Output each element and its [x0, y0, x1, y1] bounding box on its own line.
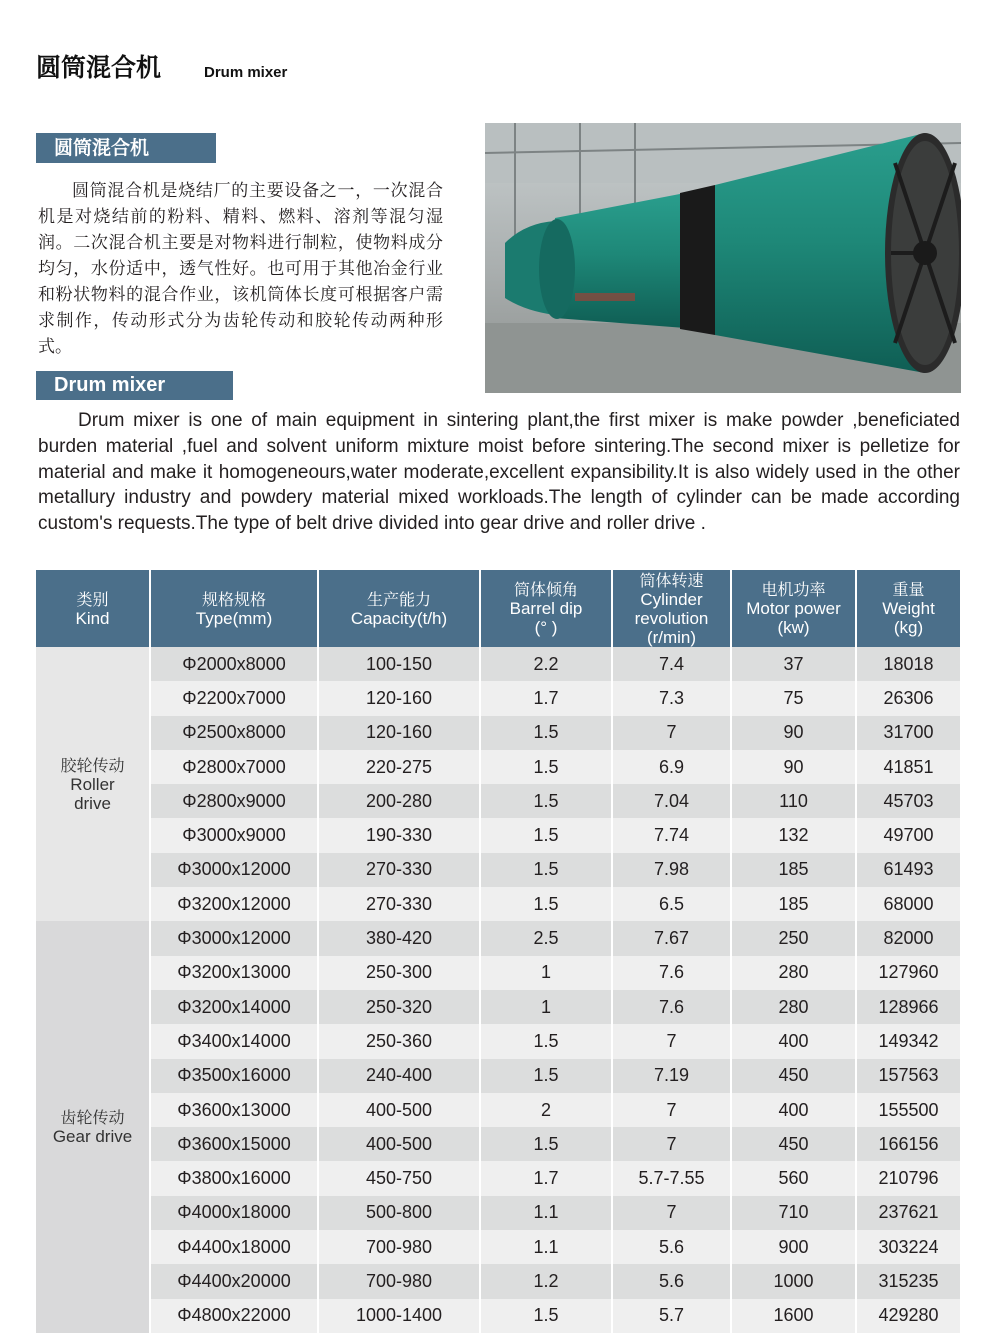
revolution-cell: 6.5 [612, 887, 731, 921]
capacity-cell: 250-300 [318, 956, 480, 990]
table-row [36, 956, 960, 990]
table-row [36, 1093, 960, 1127]
header-capacity: 生产能力 Capacity(t/h) [318, 570, 480, 647]
table-row [36, 1299, 960, 1333]
barrel-dip-cell: 2.5 [480, 921, 612, 955]
capacity-cell: 120-160 [318, 716, 480, 750]
type-cell: Φ3200x14000 [150, 990, 318, 1024]
header-type: 规格规格 Type(mm) [150, 570, 318, 647]
capacity-cell: 120-160 [318, 681, 480, 715]
revolution-cell: 7 [612, 716, 731, 750]
weight-cell: 210796 [856, 1161, 960, 1195]
barrel-dip-cell: 1.5 [480, 750, 612, 784]
weight-cell: 429280 [856, 1299, 960, 1333]
motor-power-cell: 450 [731, 1127, 856, 1161]
drum-mixer-illustration [485, 123, 961, 393]
barrel-dip-cell: 1.7 [480, 681, 612, 715]
revolution-cell: 7.6 [612, 956, 731, 990]
type-cell: Φ3600x15000 [150, 1127, 318, 1161]
weight-cell: 45703 [856, 784, 960, 818]
capacity-cell: 220-275 [318, 750, 480, 784]
barrel-dip-cell: 2.2 [480, 647, 612, 681]
table-header-row [36, 570, 960, 647]
motor-power-cell: 400 [731, 1093, 856, 1127]
weight-cell: 128966 [856, 990, 960, 1024]
capacity-cell: 270-330 [318, 887, 480, 921]
table-row [36, 990, 960, 1024]
page-title: 圆筒混合机 [36, 53, 162, 82]
type-cell: Φ4400x18000 [150, 1230, 318, 1264]
barrel-dip-cell: 1.5 [480, 716, 612, 750]
type-cell: Φ3800x16000 [150, 1161, 318, 1195]
revolution-cell: 7.98 [612, 853, 731, 887]
capacity-cell: 270-330 [318, 853, 480, 887]
barrel-dip-cell: 1 [480, 990, 612, 1024]
capacity-cell: 700-980 [318, 1230, 480, 1264]
table-row [36, 887, 960, 921]
motor-power-cell: 710 [731, 1196, 856, 1230]
barrel-dip-cell: 1.5 [480, 1127, 612, 1161]
motor-power-cell: 280 [731, 956, 856, 990]
drum-mixer-photo [485, 123, 961, 393]
motor-power-cell: 132 [731, 818, 856, 852]
spec-table [36, 570, 960, 1333]
weight-cell: 303224 [856, 1230, 960, 1264]
barrel-dip-cell: 1.7 [480, 1161, 612, 1195]
table-row [36, 784, 960, 818]
barrel-dip-cell: 1.1 [480, 1230, 612, 1264]
revolution-cell: 6.9 [612, 750, 731, 784]
capacity-cell: 1000-1400 [318, 1299, 480, 1333]
type-cell: Φ4000x18000 [150, 1196, 318, 1230]
revolution-cell: 7 [612, 1093, 731, 1127]
revolution-cell: 5.7 [612, 1299, 731, 1333]
type-cell: Φ3000x9000 [150, 818, 318, 852]
capacity-cell: 700-980 [318, 1264, 480, 1298]
type-cell: Φ2500x8000 [150, 716, 318, 750]
barrel-dip-cell: 1.5 [480, 887, 612, 921]
revolution-cell: 5.6 [612, 1264, 731, 1298]
motor-power-cell: 110 [731, 784, 856, 818]
revolution-cell: 7.67 [612, 921, 731, 955]
header-motor-power: 电机功率 Motor power (kw) [731, 570, 856, 647]
type-cell: Φ2200x7000 [150, 681, 318, 715]
capacity-cell: 250-360 [318, 1024, 480, 1058]
type-cell: Φ3000x12000 [150, 853, 318, 887]
weight-cell: 41851 [856, 750, 960, 784]
weight-cell: 149342 [856, 1024, 960, 1058]
motor-power-cell: 90 [731, 750, 856, 784]
intro-paragraph-cn: 圆筒混合机是烧结厂的主要设备之一，一次混合机是对烧结前的粉料、精料、燃料、溶剂等混匀湿润。二次混合机主要是对物料进行制粒，使物料成分均匀，水份适中，透气性好。也可用于其他冶金行业和粉状物料的混合作业，该机筒体长度可根据客户需求制作，传动形式分为齿轮传动和胶轮传动两种形式。 [38, 181, 443, 357]
table-row [36, 853, 960, 887]
type-cell: Φ3500x16000 [150, 1059, 318, 1093]
table-row [36, 921, 960, 955]
revolution-cell: 7.6 [612, 990, 731, 1024]
weight-cell: 237621 [856, 1196, 960, 1230]
barrel-dip-cell: 1.5 [480, 853, 612, 887]
kind-cell: 齿轮传动 Gear drive [36, 921, 150, 1333]
motor-power-cell: 900 [731, 1230, 856, 1264]
barrel-dip-cell: 1.5 [480, 1299, 612, 1333]
intro-paragraph-en: Drum mixer is one of main equipment in sintering plant,the first mixer is make powder ,beneficiated burden material ,fuel and solvent uniform mixture moist before sintering.The second mixer is pelletize for material and make it homogeneours,water moderate,excellent expansibility.It is also widely used in the other metallury industry and powdery material mixed workloads.The length of cylinder can be made according custom's requests.The type of belt drive divided into gear drive and roller drive . [38, 410, 960, 535]
table-row [36, 681, 960, 715]
capacity-cell: 190-330 [318, 818, 480, 852]
section-heading-en: Drum mixer [36, 371, 233, 400]
section-heading-cn: 圆筒混合机 [36, 133, 216, 163]
motor-power-cell: 280 [731, 990, 856, 1024]
weight-cell: 315235 [856, 1264, 960, 1298]
revolution-cell: 7.74 [612, 818, 731, 852]
barrel-dip-cell: 1.5 [480, 1024, 612, 1058]
capacity-cell: 200-280 [318, 784, 480, 818]
capacity-cell: 450-750 [318, 1161, 480, 1195]
header-kind: 类别 Kind [36, 570, 150, 647]
type-cell: Φ2800x7000 [150, 750, 318, 784]
table-row [36, 1059, 960, 1093]
table-row [36, 750, 960, 784]
type-cell: Φ3200x12000 [150, 887, 318, 921]
type-cell: Φ4800x22000 [150, 1299, 318, 1333]
revolution-cell: 7 [612, 1196, 731, 1230]
table-row [36, 1161, 960, 1195]
type-cell: Φ4400x20000 [150, 1264, 318, 1298]
motor-power-cell: 250 [731, 921, 856, 955]
weight-cell: 68000 [856, 887, 960, 921]
capacity-cell: 380-420 [318, 921, 480, 955]
capacity-cell: 250-320 [318, 990, 480, 1024]
type-cell: Φ2000x8000 [150, 647, 318, 681]
motor-power-cell: 90 [731, 716, 856, 750]
table-row [36, 716, 960, 750]
revolution-cell: 7.3 [612, 681, 731, 715]
header-weight: 重量 Weight (kg) [856, 570, 960, 647]
revolution-cell: 7 [612, 1024, 731, 1058]
weight-cell: 49700 [856, 818, 960, 852]
table-row [36, 1230, 960, 1264]
weight-cell: 61493 [856, 853, 960, 887]
revolution-cell: 5.7-7.55 [612, 1161, 731, 1195]
header-revolution: 筒体转速 Cylinder revolution (r/min) [612, 570, 731, 647]
weight-cell: 127960 [856, 956, 960, 990]
motor-power-cell: 1600 [731, 1299, 856, 1333]
barrel-dip-cell: 1.2 [480, 1264, 612, 1298]
barrel-dip-cell: 1.5 [480, 1059, 612, 1093]
weight-cell: 26306 [856, 681, 960, 715]
revolution-cell: 7.4 [612, 647, 731, 681]
barrel-dip-cell: 1 [480, 956, 612, 990]
motor-power-cell: 1000 [731, 1264, 856, 1298]
capacity-cell: 100-150 [318, 647, 480, 681]
revolution-cell: 5.6 [612, 1230, 731, 1264]
table-row [36, 818, 960, 852]
barrel-dip-cell: 1.5 [480, 784, 612, 818]
barrel-dip-cell: 2 [480, 1093, 612, 1127]
weight-cell: 155500 [856, 1093, 960, 1127]
weight-cell: 18018 [856, 647, 960, 681]
motor-power-cell: 185 [731, 887, 856, 921]
motor-power-cell: 400 [731, 1024, 856, 1058]
table-row [36, 647, 960, 681]
weight-cell: 31700 [856, 716, 960, 750]
type-cell: Φ3000x12000 [150, 921, 318, 955]
table-row [36, 1264, 960, 1298]
type-cell: Φ3200x13000 [150, 956, 318, 990]
capacity-cell: 240-400 [318, 1059, 480, 1093]
kind-cell: 胶轮传动 Roller drive [36, 647, 150, 921]
barrel-dip-cell: 1.1 [480, 1196, 612, 1230]
table-row [36, 1196, 960, 1230]
motor-power-cell: 37 [731, 647, 856, 681]
revolution-cell: 7 [612, 1127, 731, 1161]
weight-cell: 82000 [856, 921, 960, 955]
header-barrel-dip: 筒体倾角 Barrel dip (° ) [480, 570, 612, 647]
weight-cell: 166156 [856, 1127, 960, 1161]
page-subtitle: Drum mixer [204, 64, 288, 81]
capacity-cell: 500-800 [318, 1196, 480, 1230]
barrel-dip-cell: 1.5 [480, 818, 612, 852]
type-cell: Φ3400x14000 [150, 1024, 318, 1058]
revolution-cell: 7.19 [612, 1059, 731, 1093]
type-cell: Φ3600x13000 [150, 1093, 318, 1127]
type-cell: Φ2800x9000 [150, 784, 318, 818]
revolution-cell: 7.04 [612, 784, 731, 818]
motor-power-cell: 450 [731, 1059, 856, 1093]
table-row [36, 1127, 960, 1161]
motor-power-cell: 185 [731, 853, 856, 887]
motor-power-cell: 75 [731, 681, 856, 715]
table-row [36, 1024, 960, 1058]
weight-cell: 157563 [856, 1059, 960, 1093]
motor-power-cell: 560 [731, 1161, 856, 1195]
capacity-cell: 400-500 [318, 1093, 480, 1127]
capacity-cell: 400-500 [318, 1127, 480, 1161]
